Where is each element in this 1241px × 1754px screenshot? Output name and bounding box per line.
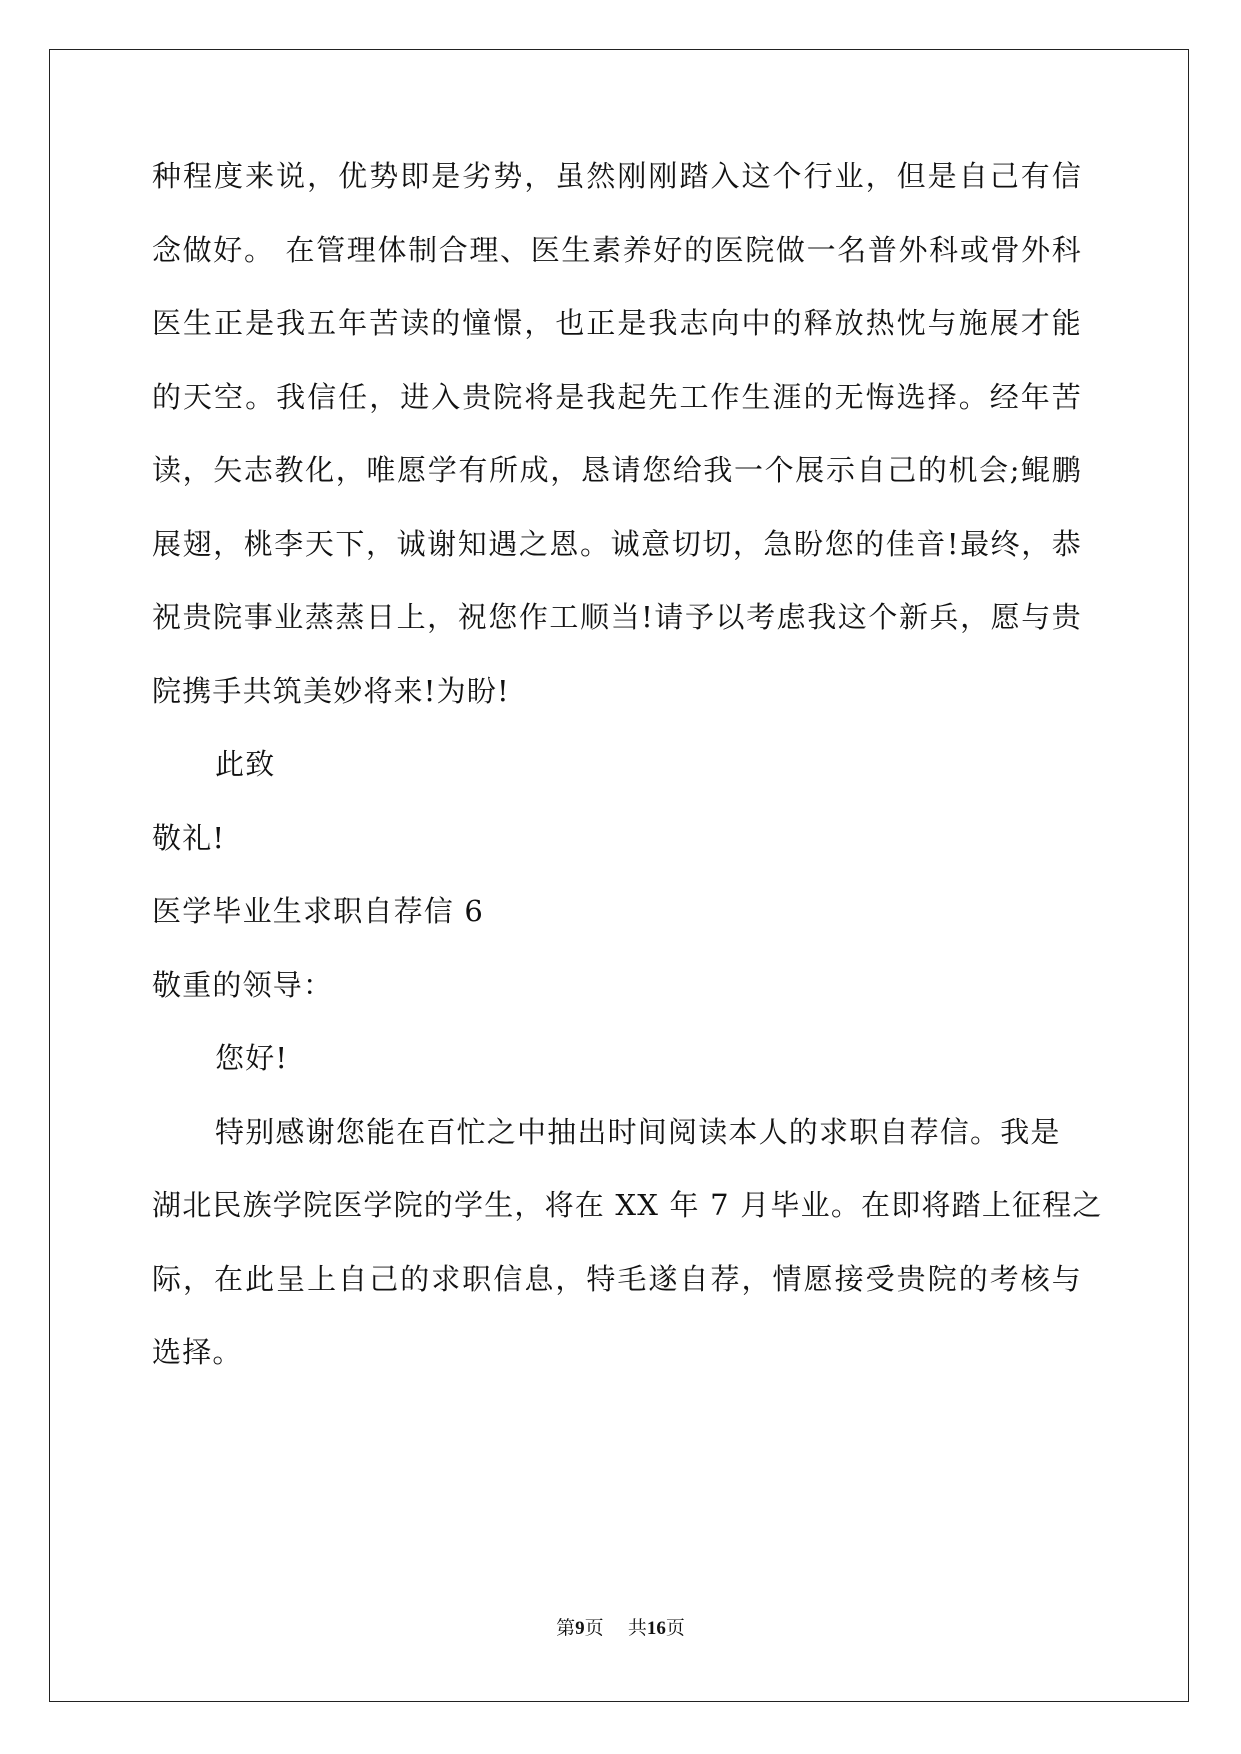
body-line-10: 湖北民族学院医学院的学生，将在 XX 年 7 月毕业。在即将踏上征程之 — [152, 1188, 1103, 1222]
closing-salutation: 此致 — [215, 747, 276, 781]
total-pages: 16 — [646, 1618, 666, 1639]
page-number: 9 — [575, 1618, 585, 1639]
closing-regards: 敬礼! — [152, 821, 226, 855]
page-prefix: 第 — [556, 1617, 576, 1639]
body-line-2: 念做好。 在管理体制合理、医生素养好的医院做一名普外科或骨外科 — [152, 233, 1082, 267]
total-prefix: 共 — [627, 1617, 647, 1639]
body-line-7: 祝贵院事业蒸蒸日上，祝您作工顺当!请予以考虑我这个新兵，愿与贵 — [152, 600, 1082, 634]
body-line-9: 特别感谢您能在百忙之中抽出时间阅读本人的求职自荐信。我是 — [215, 1115, 1061, 1149]
total-suffix: 页 — [665, 1617, 685, 1639]
greeting-hello: 您好! — [215, 1041, 289, 1075]
page-border — [49, 49, 1189, 1702]
body-line-6: 展翅，桃李天下，诚谢知遇之恩。诚意切切，急盼您的佳音!最终，恭 — [152, 527, 1082, 561]
body-line-3: 医生正是我五年苦读的憧憬，也正是我志向中的释放热忱与施展才能 — [152, 306, 1082, 340]
body-line-1: 种程度来说，优势即是劣势，虽然刚刚踏入这个行业，但是自己有信 — [152, 159, 1082, 193]
body-line-12: 选择。 — [152, 1335, 243, 1369]
greeting-recipient: 敬重的领导： — [152, 968, 334, 1002]
section-title: 医学毕业生求职自荐信 6 — [152, 894, 485, 928]
body-line-8: 院携手共筑美妙将来!为盼! — [152, 674, 510, 708]
body-line-5: 读，矢志教化，唯愿学有所成，恳请您给我一个展示自己的机会;鲲鹏 — [152, 453, 1082, 487]
page-suffix: 页 — [584, 1617, 604, 1639]
body-line-4: 的天空。我信任，进入贵院将是我起先工作生涯的无悔选择。经年苦 — [152, 380, 1082, 414]
body-line-11: 际，在此呈上自己的求职信息，特毛遂自荐，情愿接受贵院的考核与 — [152, 1262, 1082, 1296]
page-footer — [0, 1613, 1241, 1640]
